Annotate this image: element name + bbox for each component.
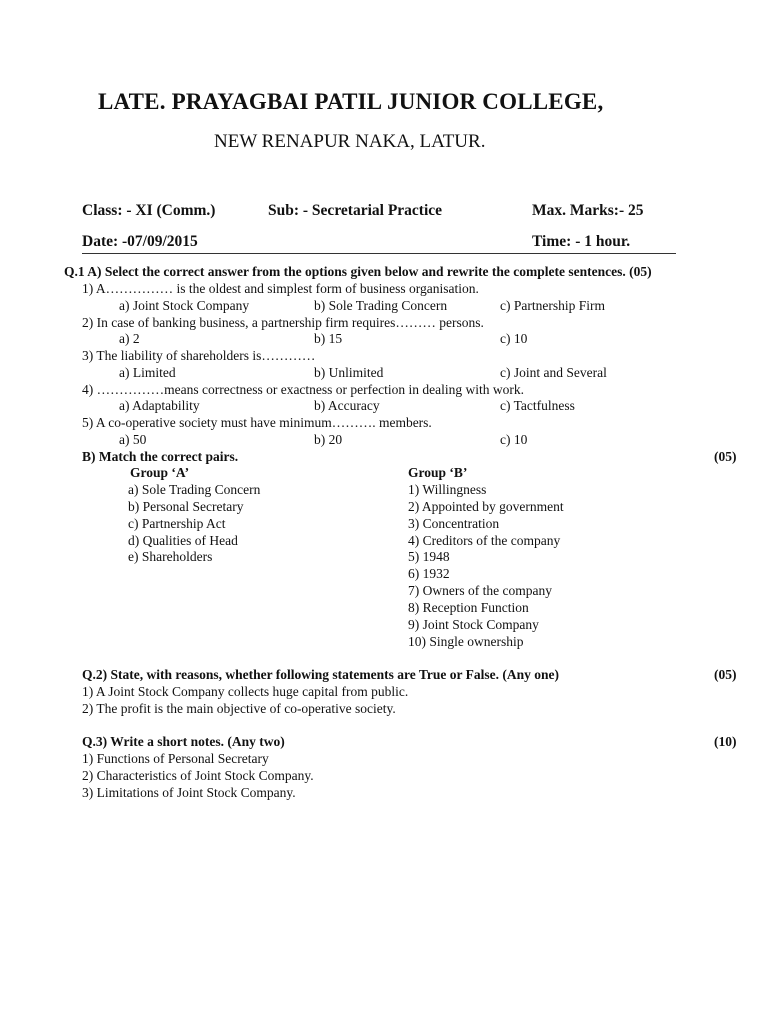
q1-item-4-option-a: a) Adaptability [119, 398, 200, 413]
group-b-item: 9) Joint Stock Company [408, 617, 539, 632]
header-divider [82, 253, 676, 254]
q1-item-2-option-b: b) 15 [314, 331, 343, 346]
group-a-item: a) Sole Trading Concern [128, 482, 261, 497]
q1-item-3: 3) The liability of shareholders is………… [82, 348, 316, 363]
q2-item: 1) A Joint Stock Company collects huge capital from public. [82, 684, 409, 699]
q1-item-1-option-b: b) Sole Trading Concern [314, 298, 448, 313]
group-b-item: 1) Willingness [408, 482, 487, 497]
group-b-item: 8) Reception Function [408, 600, 529, 615]
group-b-title: Group ‘B’ [408, 465, 468, 480]
q1-item-5: 5) A co-operative society must have minimum………. members. [82, 415, 432, 430]
q2-item: 2) The profit is the main objective of co-operative society. [82, 701, 396, 716]
q1-item-1: 1) A…………… is the oldest and simplest form of business organisation. [82, 281, 479, 296]
time-label: Time: - 1 hour. [532, 233, 631, 250]
q1-item-4-option-c: c) Tactfulness [500, 398, 575, 413]
q1-item-5-option-a: a) 50 [119, 432, 147, 447]
q1b-marks: (05) [714, 449, 737, 464]
q1-item-2: 2) In case of banking business, a partnership firm requires……… persons. [82, 315, 484, 330]
q1-item-1-option-c: c) Partnership Firm [500, 298, 605, 313]
group-b-item: 7) Owners of the company [408, 583, 552, 598]
q1b-heading: B) Match the correct pairs. [82, 449, 239, 464]
group-a-title: Group ‘A’ [130, 465, 190, 480]
q3-heading: Q.3) Write a short notes. (Any two) [82, 734, 285, 749]
q3-item: 2) Characteristics of Joint Stock Company. [82, 768, 314, 783]
group-a-item: d) Qualities of Head [128, 533, 238, 548]
q1-item-1-option-a: a) Joint Stock Company [119, 298, 250, 313]
q1-item-2-option-a: a) 2 [119, 331, 140, 346]
group-b-item: 2) Appointed by government [408, 499, 564, 514]
q1-item-3-option-b: b) Unlimited [314, 365, 384, 380]
college-name: LATE. PRAYAGBAI PATIL JUNIOR COLLEGE, [98, 89, 604, 114]
date-label: Date: -07/09/2015 [82, 233, 198, 250]
group-a-item: b) Personal Secretary [128, 499, 244, 514]
subject-label: Sub: - Secretarial Practice [268, 202, 443, 219]
group-b-item: 5) 1948 [408, 549, 450, 564]
q1-item-2-option-c: c) 10 [500, 331, 528, 346]
max-marks-label: Max. Marks:- 25 [532, 202, 644, 219]
group-b-item: 3) Concentration [408, 516, 500, 531]
group-a-item: e) Shareholders [128, 549, 213, 564]
q3-item: 1) Functions of Personal Secretary [82, 751, 269, 766]
q1-item-5-option-c: c) 10 [500, 432, 528, 447]
q1-item-5-option-b: b) 20 [314, 432, 343, 447]
q1-item-4: 4) ……………means correctness or exactness or perfection in dealing with work. [82, 382, 524, 397]
group-b-item: 10) Single ownership [408, 634, 524, 649]
group-b-item: 4) Creditors of the company [408, 533, 561, 548]
q2-marks: (05) [714, 667, 737, 682]
class-label: Class: - XI (Comm.) [82, 202, 216, 219]
college-address: NEW RENAPUR NAKA, LATUR. [214, 131, 486, 152]
q3-item: 3) Limitations of Joint Stock Company. [82, 785, 296, 800]
q3-marks: (10) [714, 734, 737, 749]
q1-heading: Q.1 A) Select the correct answer from the options given below and rewrite the complete sentences. (05) [64, 264, 652, 279]
group-b-item: 6) 1932 [408, 566, 450, 581]
q1-item-3-option-a: a) Limited [119, 365, 176, 380]
q1-item-4-option-b: b) Accuracy [314, 398, 380, 413]
q2-heading: Q.2) State, with reasons, whether following statements are True or False. (Any one) [82, 667, 559, 682]
group-a-item: c) Partnership Act [128, 516, 226, 531]
q1-item-3-option-c: c) Joint and Several [500, 365, 607, 380]
